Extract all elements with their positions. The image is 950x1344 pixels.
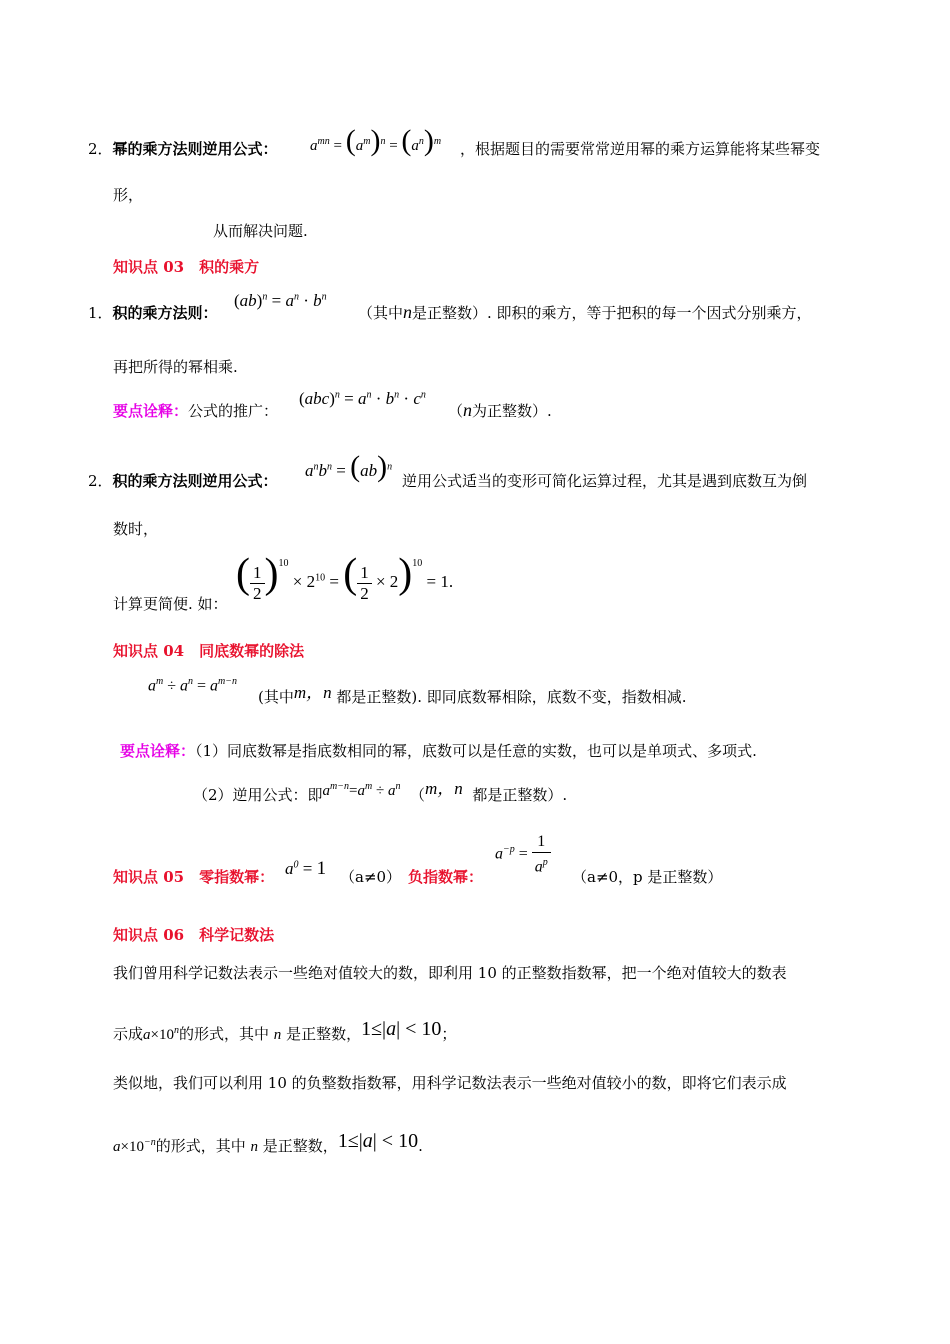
vars-mn: m，n	[293, 683, 332, 702]
text: 的形式，其中	[178, 1025, 269, 1043]
note1-tail	[448, 400, 552, 421]
var-n: n	[463, 400, 473, 420]
rule-heading: 积的乘方法则：	[112, 304, 218, 322]
neg-exponent-title: 负指数幂：	[408, 868, 484, 886]
item-number: 2．	[88, 140, 113, 158]
text: .	[418, 1137, 423, 1155]
text: ；	[441, 1025, 457, 1043]
k6-paragraph-2	[113, 1018, 457, 1045]
text: （其中	[358, 304, 404, 322]
text: 的形式，其中	[155, 1137, 246, 1155]
formula-division-reverse: $a^{m-n}=a^m \div a^n$	[322, 781, 401, 799]
s3-after: 逆用公式适当的变形可简化运算过程，尤其是遇到底数互为倒	[402, 472, 808, 490]
section-title-k6: 知识点 06 科学记数法	[113, 926, 275, 944]
neg-condition: （a≠0，p 是正整数）	[572, 868, 723, 886]
k6-paragraph-4	[113, 1130, 423, 1157]
formula-range: 1≤|a| < 10	[361, 1018, 442, 1040]
formula-example: ( $\frac{1}{2}$ )$^{10} \times 2^{10}$ = ( $\frac{1}{2}$ × 2)$^{10}$ = 1.	[236, 551, 454, 603]
item-number: 1．	[88, 304, 113, 322]
section-title-k3: 知识点 03 积的乘方	[113, 258, 260, 276]
k6-paragraph-3: 类似地，我们可以利用 10 的负整数指数幂，用科学记数法表示一些绝对值较小的数，即将它们表示成	[113, 1074, 787, 1092]
example-label: 计算更简便. 如：	[113, 595, 228, 613]
s3-continuation: 数时，	[113, 520, 159, 538]
s1-line	[88, 138, 278, 159]
formula-product-power: $(ab)^n = a^n \cdot b^n$	[234, 291, 327, 310]
note2-line2	[193, 780, 567, 805]
s1-after-text: ，根据题目的需要常常逆用幂的乘方运算能将某些幂变	[460, 140, 821, 158]
rule-heading: 积的乘方法则逆用公式：	[112, 472, 278, 490]
vars-mn: m，n	[425, 779, 463, 798]
note-text: 公式的推广：	[188, 402, 279, 420]
formula-range: 1≤|a| < 10	[337, 1130, 419, 1152]
text: 都是正整数）.	[472, 786, 568, 804]
text: 示成	[113, 1025, 144, 1043]
formula-sci-large: $a\times 10^n$	[143, 1025, 179, 1043]
s1-continuation-2: 从而解决问题.	[213, 222, 308, 240]
text: 都是正整数). 即同底数幂相除，底数不变，指数相减.	[336, 688, 687, 706]
item-number: 2．	[88, 472, 113, 490]
formula-negative-exponent: $a^{-p}$ = $\frac{1}{a^p}$	[495, 832, 551, 877]
text: （2）逆用公式：即	[193, 786, 323, 804]
s2-text	[358, 302, 812, 323]
text: （	[410, 786, 426, 804]
var-n: n	[273, 1027, 282, 1043]
text: 为正整数）.	[472, 402, 552, 420]
var-n: n	[250, 1139, 259, 1155]
formula-sci-small: $a\times 10^{-n}$	[113, 1137, 156, 1155]
formula-generalization: $(abc)^n = a^n \cdot b^n \cdot c^n$	[299, 389, 426, 408]
k6-paragraph-1: 我们曾用科学记数法表示一些绝对值较大的数，即利用 10 的正整数指数幂，把一个绝对值较大的数表	[113, 964, 787, 982]
formula-division: $a^m \div a^n = a^{m-n}$	[148, 676, 238, 695]
s2-continuation: 再把所得的幂相乘.	[113, 358, 238, 376]
formula-zero-exponent: $a^0 = 1$	[285, 858, 327, 879]
text: 是正整数）. 即积的乘方，等于把积的每一个因式分别乘方，	[412, 304, 812, 322]
s2-line	[88, 302, 218, 323]
section-title-k4: 知识点 04 同底数幂的除法	[113, 642, 305, 660]
note-label: 要点诠释：	[113, 402, 189, 420]
formula-product-reverse: $a^nb^n = (ab)^n$	[305, 450, 393, 483]
zero-condition: （a≠0）	[340, 868, 402, 886]
section-title-k5: 知识点 05 零指数幂：	[113, 868, 275, 886]
note2-line1	[120, 740, 757, 761]
s3-line	[88, 470, 278, 491]
s4-text	[258, 682, 687, 707]
formula-power-reverse: $a^{mn} = (a^m)^n = (a^n)^m$	[310, 124, 442, 157]
note-text: （1）同底数幂是指底数相同的幂，底数可以是任意的实数，也可以是单项式、多项式.	[195, 742, 757, 760]
text: (其中	[258, 688, 294, 706]
text: 是正整数，	[262, 1137, 338, 1155]
s1-continuation: 形，	[113, 186, 144, 204]
text: 是正整数，	[286, 1025, 362, 1043]
var-n: n	[403, 302, 413, 322]
text: （	[448, 402, 464, 420]
note-label: 要点诠释：	[120, 742, 196, 760]
rule-heading: 幂的乘方法则逆用公式：	[112, 140, 278, 158]
note1-line	[113, 400, 278, 421]
